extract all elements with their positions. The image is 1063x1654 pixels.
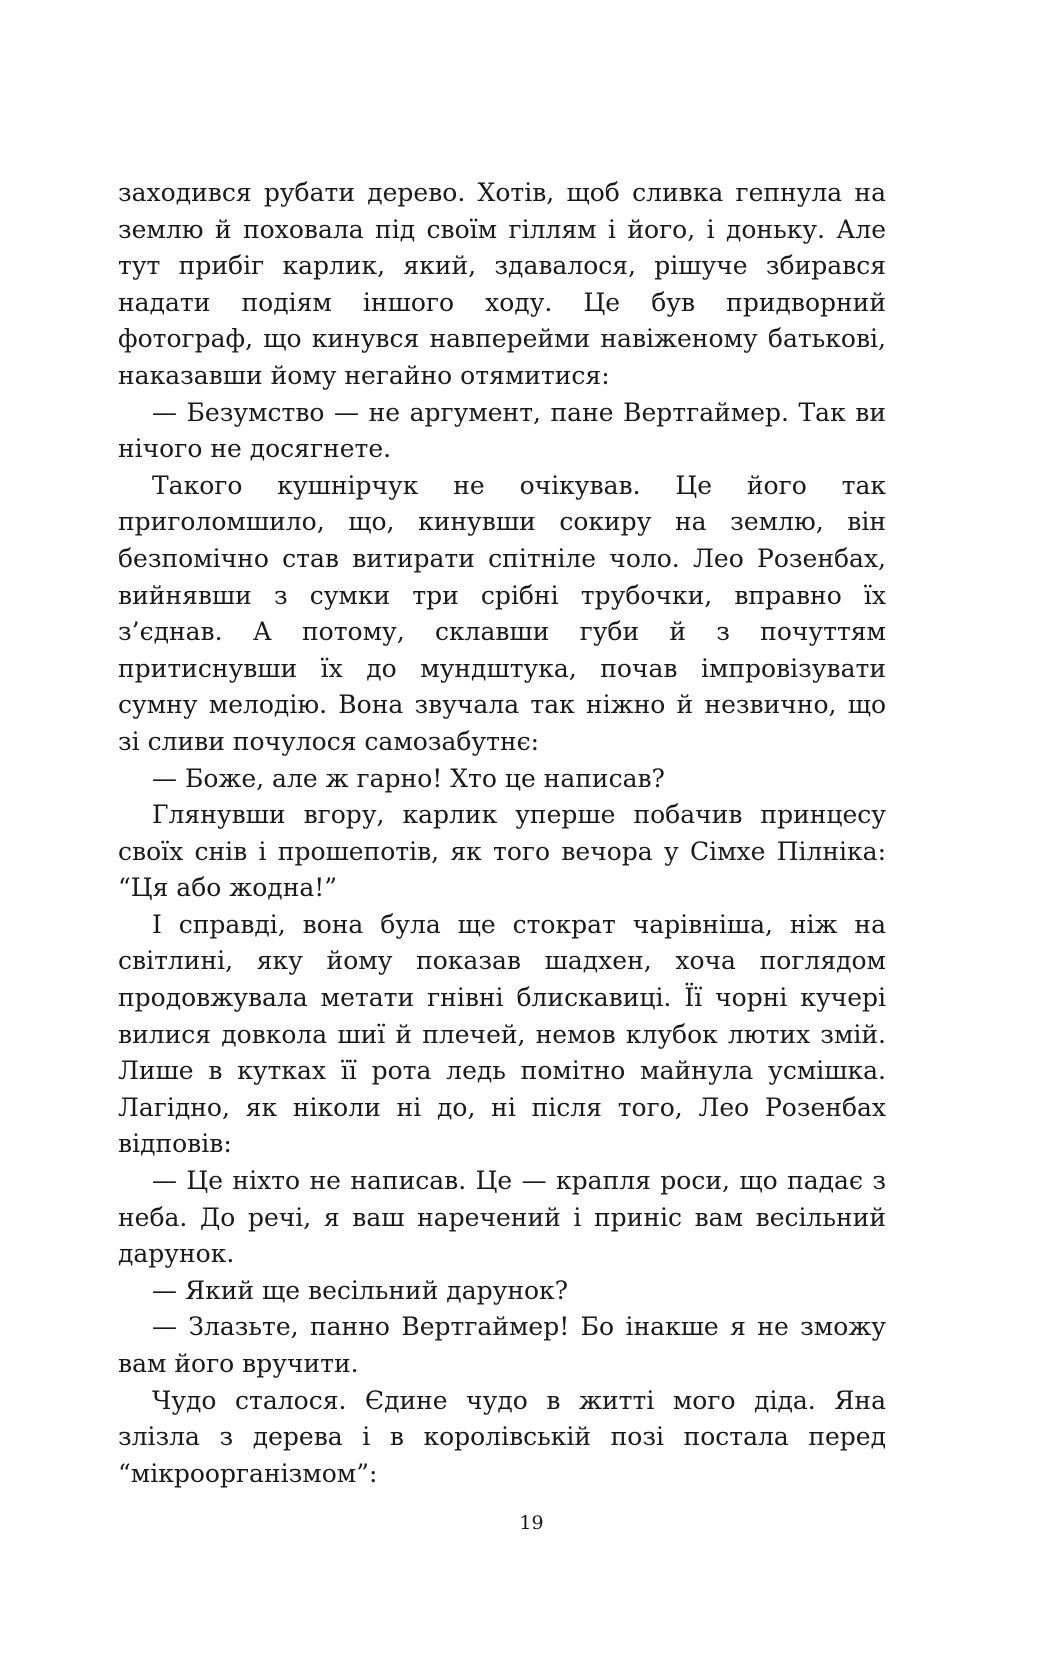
paragraph: Чудо сталося. Єдине чудо в житті мого діда. Яна злізла з дерева і в королівській позі постала перед “мікроорганізмом”: bbox=[118, 1385, 886, 1488]
paragraph-dialogue: — Це ніхто не написав. Це — крапля роси, що падає з неба. До речі, я ваш наречений і приніс вам весільний дарунок. bbox=[118, 1166, 886, 1269]
paragraph: І справді, вона була ще стократ чарівніша, ніж на світлині, яку йому показав шадхен, хоча поглядом продовжувала метати гнівні блискавиці. Її чорні кучері вилися довкола шиї й плечей, немов клубок лютих змій. Лише в кутках її рота ледь помітно майнула усмішка. Лагідно, як ніколи ні до, ні після того, Лео Розенбах відповів: bbox=[118, 909, 886, 1159]
paragraph-dialogue: — Безумство — не аргумент, пане Вертгаймер. Так ви нічого не досягнете. bbox=[118, 397, 886, 464]
paragraph: Такого кушнірчук не очікував. Це його так приголомшило, що, кинувши сокиру на землю, він безпомічно став витирати спітніле чоло. Лео Розенбах, вийнявши з сумки три срібні трубочки, вправно їх з’єднав. А потому, склавши губи й з почуттям притиснувши їх до мундштука, почав імпровізувати сумну мелодію. Вона звучала так ніжно й незвично, що зі сливи почулося самозабутнє: bbox=[118, 470, 886, 756]
paragraph-dialogue: — Злазьте, панно Вертгаймер! Бо інакше я не зможу вам його вручити. bbox=[118, 1312, 886, 1378]
paragraph: Глянувши вгору, карлик уперше побачив принцесу своїх снів і прошепотів, як того вечора у Сімхе Пілніка: “Ця або жодна!” bbox=[118, 800, 886, 903]
page-body bbox=[118, 175, 886, 1492]
paragraph-continuation: заходився рубати дерево. Хотів, щоб сливка гепнула на землю й поховала під своїм гіллям і його, і доньку. Але тут прибіг карлик, який, здавалося, рішуче збирався надати подіям іншого ходу. Це був придворний фотограф, що кинувся навперейми навіженому батькові, наказавши йому негайно отямитися: bbox=[118, 178, 886, 390]
paragraph-dialogue: — Боже, але ж гарно! Хто це написав? bbox=[152, 763, 665, 793]
page-number: 19 bbox=[519, 1512, 544, 1534]
paragraph-dialogue: — Який ще весільний дарунок? bbox=[152, 1275, 569, 1305]
